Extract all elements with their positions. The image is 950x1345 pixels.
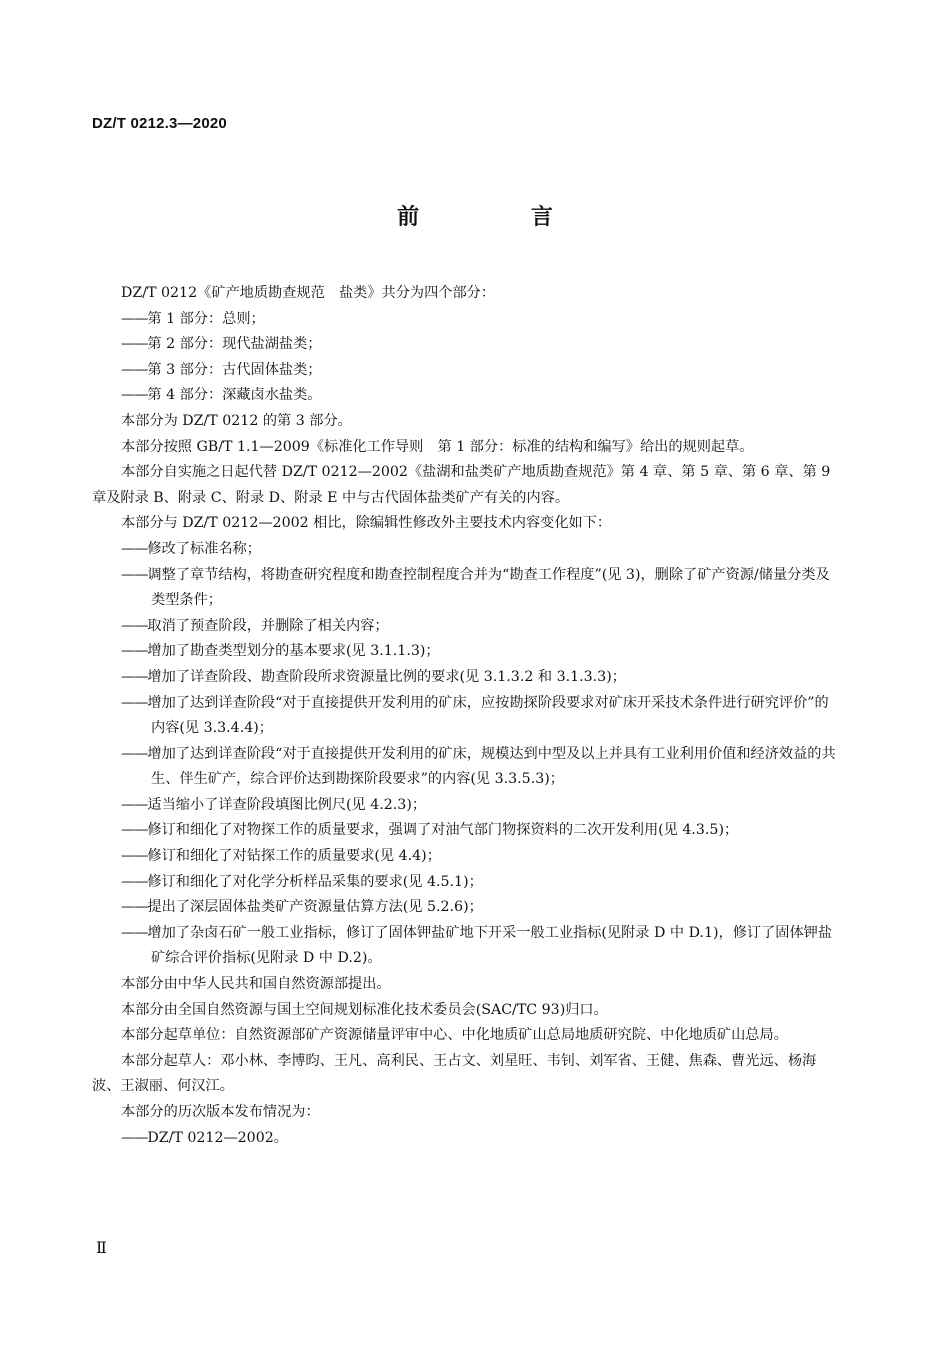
paragraph-text: 增加了杂卤石矿一般工业指标，修订了固体钾盐矿地下开采一般工业指标(见附录 D 中 D.1)，修订了固体钾盐矿综合评价指标(见附录 D 中 D.2)。 [147,924,833,967]
list-item [92,537,840,563]
paragraph [92,1049,840,1100]
paragraph [92,435,840,461]
list-item [92,895,840,921]
dash-marker: —— [121,924,148,941]
dash-marker: —— [121,643,148,660]
paragraph [92,409,840,435]
paragraph-text: 修订和细化了对钻探工作的质量要求(见 4.4)； [147,848,441,865]
paragraph-text: 修订和细化了对物探工作的质量要求，强调了对油气部门物探资料的二次开发利用(见 4.3.5)； [147,822,739,839]
paragraph-text: 本部分自实施之日起代替 DZ/T 0212—2002《盐湖和盐类矿产地质勘查规范》第 4 章、第 5 章、第 6 章、第 9 章及附录 B、附录 C、附录 D、附录 E 中与古代固体盐类矿产有关的内容。 [92,464,831,506]
paragraph-text: 取消了预查阶段，并删除了相关内容； [147,617,389,634]
list-item [92,1126,840,1152]
paragraph [92,281,840,307]
page-number: Ⅱ [96,1238,107,1257]
paragraph [92,1100,840,1126]
paragraph [92,511,840,537]
paragraph-text: 增加了达到详查阶段“对于直接提供开发利用的矿床，应按勘探阶段要求对矿床开采技术条件进行研究评价”的内容(见 3.3.4.4)； [147,694,829,737]
paragraph-text: 修订和细化了对化学分析样品采集的要求(见 4.5.1)； [147,873,483,890]
dash-marker: —— [121,336,148,353]
paragraph-text: 增加了达到详查阶段“对于直接提供开发利用的矿床，规模达到中型及以上并具有工业利用价值和经济效益的共生、伴生矿产，综合评价达到勘探阶段要求”的内容(见 3.3.5.3)； [147,745,836,788]
paragraph [92,998,840,1024]
list-item [92,614,840,640]
standard-code-header: DZ/T 0212.3—2020 [92,115,227,132]
paragraph [92,972,840,998]
dash-marker: —— [121,745,148,762]
paragraph-text: 第 4 部分：深藏卤水盐类。 [147,387,322,404]
paragraph-text: 本部分与 DZ/T 0212—2002 相比，除编辑性修改外主要技术内容变化如下： [121,515,612,532]
paragraph-text: 适当缩小了详查阶段填图比例尺(见 4.2.3)； [147,796,427,813]
dash-marker: —— [121,1129,148,1146]
paragraph-text: DZ/T 0212—2002。 [147,1129,288,1146]
dash-marker: —— [121,899,148,916]
dash-marker: —— [121,566,148,583]
dash-marker: —— [121,694,148,711]
dash-marker: —— [121,387,148,404]
list-item [92,742,840,793]
dash-marker: —— [121,668,148,685]
page-title: 前 言 [397,205,605,230]
list-item [92,563,840,614]
list-item [92,793,840,819]
paragraph-text: 修改了标准名称； [147,540,261,557]
list-item [92,921,840,972]
list-item [92,844,840,870]
paragraph-text: 增加了详查阶段、勘查阶段所求资源量比例的要求(见 3.1.3.2 和 3.1.3.3)； [147,668,626,685]
paragraph-text: 第 2 部分：现代盐湖盐类； [147,336,322,353]
paragraph [92,460,840,511]
dash-marker: —— [121,796,148,813]
paragraph-text: DZ/T 0212《矿产地质勘查规范 盐类》共分为四个部分： [121,285,496,301]
dash-marker: —— [121,310,148,327]
paragraph-text: 提出了深层固体盐类矿产资源量估算方法(见 5.2.6)； [147,899,483,916]
dash-marker: —— [121,361,148,378]
paragraph-text: 第 3 部分：古代固体盐类； [147,361,322,378]
foreword-body [92,281,840,1151]
paragraph-text: 本部分的历次版本发布情况为： [121,1104,320,1120]
paragraph-text: 调整了章节结构，将勘查研究程度和勘查控制程度合并为“勘查工作程度”(见 3)，删除了矿产资源/储量分类及类型条件； [147,566,830,609]
dash-marker: —— [121,848,148,865]
list-item [92,639,840,665]
paragraph-text: 本部分按照 GB/T 1.1—2009《标准化工作导则 第 1 部分：标准的结构和编写》给出的规则起草。 [121,438,754,455]
paragraph-text: 本部分由中华人民共和国自然资源部提出。 [121,976,391,993]
paragraph [92,1023,840,1049]
list-item [92,383,840,409]
dash-marker: —— [121,822,148,839]
list-item [92,870,840,896]
list-item [92,307,840,333]
list-item [92,665,840,691]
dash-marker: —— [121,540,148,557]
list-item [92,818,840,844]
paragraph-text: 本部分起草单位：自然资源部矿产资源储量评审中心、中化地质矿山总局地质研究院、中化地质矿山总局。 [121,1027,788,1044]
paragraph-text: 本部分为 DZ/T 0212 的第 3 部分。 [121,412,352,429]
paragraph-text: 增加了勘查类型划分的基本要求(见 3.1.1.3)； [147,643,440,660]
paragraph-text: 本部分起草人：邓小林、李博昀、王凡、高利民、王占文、刘星旺、韦钊、刘军省、王健、焦森、曹光远、杨海波、王淑丽、何汉江。 [92,1052,817,1095]
paragraph-text: 本部分由全国自然资源与国土空间规划标准化技术委员会(SAC/TC 93)归口。 [121,1001,608,1018]
list-item [92,358,840,384]
dash-marker: —— [121,873,148,890]
list-item [92,691,840,742]
dash-marker: —— [121,617,148,634]
list-item [92,332,840,358]
paragraph-text: 第 1 部分：总则； [147,310,265,327]
